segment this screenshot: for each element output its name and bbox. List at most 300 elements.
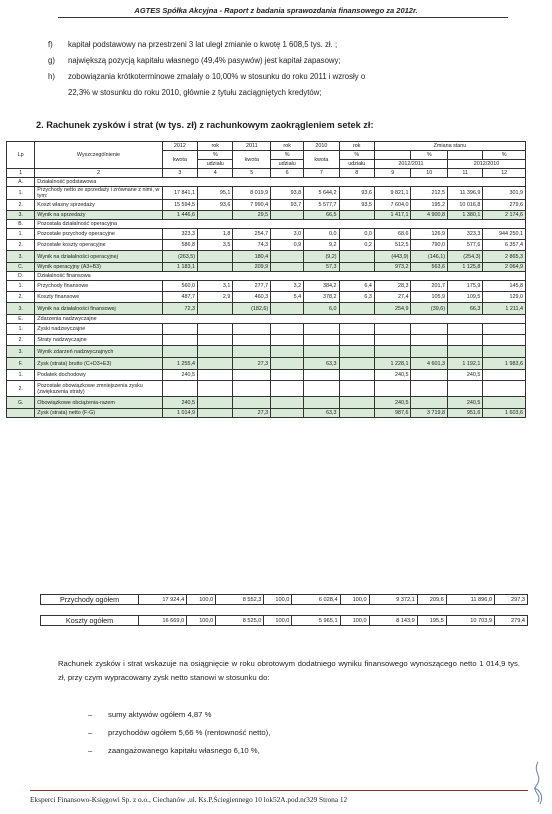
header-share: udziału (198, 160, 233, 169)
row-value: 209,9 (233, 263, 271, 272)
row-value: 1,8 (198, 229, 233, 240)
row-value (271, 303, 304, 315)
row-value (233, 381, 271, 397)
row-value (304, 397, 339, 409)
row-value: 15 594,5 (162, 200, 197, 211)
row-value: 212,5 (411, 187, 448, 200)
row-value (271, 324, 304, 335)
dash-text: przychodów ogółem 5,66 % (rentowność netto), (108, 728, 271, 737)
total-value: 100,0 (187, 595, 216, 605)
row-value (271, 335, 304, 346)
row-lp (7, 409, 35, 418)
table-row (7, 335, 526, 346)
row-value: 0,2 (339, 240, 374, 251)
dash-text: sumy aktywów ogółem 4,87 % (108, 710, 212, 719)
row-label: Przychody finansowe (35, 281, 162, 292)
row-value: 10 016,8 (448, 200, 483, 211)
row-value: 6,3 (339, 292, 374, 303)
row-value: 6 357,4 (483, 240, 526, 251)
row-value: 145,8 (483, 281, 526, 292)
section-label: Pozostała działalność operacyjna (35, 220, 526, 229)
row-value: 240,5 (448, 370, 483, 381)
row-value: 72,3 (162, 303, 197, 315)
row-value: 201,7 (411, 281, 448, 292)
column-number: 12 (483, 169, 526, 178)
row-value (162, 381, 197, 397)
row-value (374, 324, 411, 335)
row-value: 3,5 (198, 240, 233, 251)
dash-item (88, 728, 270, 737)
row-value: 1 192,1 (448, 358, 483, 370)
total-value: 17 924,4 (139, 595, 187, 605)
row-value: (39,6) (411, 303, 448, 315)
row-value: 254,9 (374, 303, 411, 315)
row-value (483, 346, 526, 358)
row-value: 6,0 (304, 303, 339, 315)
row-value: 5,4 (271, 292, 304, 303)
total-label: Koszty ogółem (41, 616, 139, 626)
row-value (304, 346, 339, 358)
total-value: 279,4 (495, 616, 528, 626)
header-pct: % (198, 151, 233, 160)
row-lp: 1. (7, 229, 35, 240)
row-value: (146,1) (411, 251, 448, 263)
column-number: 4 (198, 169, 233, 178)
row-value: 3,2 (271, 281, 304, 292)
row-value: 129,0 (483, 292, 526, 303)
row-value: 487,7 (162, 292, 197, 303)
row-value (162, 346, 197, 358)
row-value: 1 983,6 (483, 358, 526, 370)
row-value (339, 251, 374, 263)
row-lp: 2. (7, 200, 35, 211)
total-value: 100,0 (340, 616, 369, 626)
row-value: 95,1 (198, 187, 233, 200)
bullet-marker: h) (48, 72, 55, 81)
row-value (198, 370, 233, 381)
row-lp: 1. (7, 281, 35, 292)
row-value (233, 335, 271, 346)
row-value: 5 577,7 (304, 200, 339, 211)
section-row (7, 178, 526, 187)
row-label: Pozostałe koszty operacyjne (35, 240, 162, 251)
row-value: 175,9 (448, 281, 483, 292)
row-value (411, 397, 448, 409)
header-amount: kwota (304, 151, 339, 169)
row-lp: 3. (7, 303, 35, 315)
header-period-2012-2010: 2012/2010 (448, 160, 526, 169)
row-label: Obowiązkowe obciążenia-razem (35, 397, 162, 409)
row-lp: 2. (7, 292, 35, 303)
total-value: 100,0 (264, 616, 292, 626)
dash-item (88, 746, 260, 755)
row-label: Zysk (strata) brutto (C+D3+E3) (35, 358, 162, 370)
row-value: 2 865,3 (483, 251, 526, 263)
header-rule (58, 17, 508, 18)
row-value (271, 397, 304, 409)
row-label: Koszty finansowe (35, 292, 162, 303)
row-value (411, 381, 448, 397)
row-value (304, 335, 339, 346)
row-label: Zysk (strata) netto (F-G) (35, 409, 162, 418)
row-lp: 1. (7, 187, 35, 200)
total-value: 10 703,9 (446, 616, 494, 626)
row-value (339, 358, 374, 370)
table-row (7, 251, 526, 263)
row-value (198, 409, 233, 418)
table-row (7, 263, 526, 272)
row-value (339, 397, 374, 409)
header-year-2010: 2010 (304, 142, 339, 151)
row-value (339, 370, 374, 381)
row-value (271, 211, 304, 220)
row-lp: 2. (7, 240, 35, 251)
row-value (198, 381, 233, 397)
row-label: Zyski nadzwyczajne (35, 324, 162, 335)
row-value (483, 370, 526, 381)
row-value: 74,3 (233, 240, 271, 251)
row-value: 27,4 (374, 292, 411, 303)
row-value (271, 370, 304, 381)
row-value: 1 417,1 (374, 211, 411, 220)
section-label: Działalność finansowa (35, 272, 526, 281)
row-label: Wynik operacyjny (A3+B3) (35, 263, 162, 272)
row-value: 254,7 (233, 229, 271, 240)
table-row (7, 358, 526, 370)
header-blank (448, 151, 483, 160)
row-value (233, 370, 271, 381)
bullet-g (48, 56, 341, 66)
header-year-2012: 2012 (162, 142, 197, 151)
handwritten-signature (528, 758, 548, 808)
total-value: 100,0 (340, 595, 369, 605)
row-value: 1 211,4 (483, 303, 526, 315)
row-value: 1 228,1 (374, 358, 411, 370)
row-lp: 1. (7, 324, 35, 335)
header-pct: % (483, 151, 526, 160)
row-label: Koszt własny sprzedaży (35, 200, 162, 211)
total-value: 16 669,0 (139, 616, 187, 626)
dash-marker: – (88, 710, 93, 719)
row-value (198, 346, 233, 358)
table-row (7, 240, 526, 251)
column-number: 11 (448, 169, 483, 178)
dash-text: zaangażowanego kapitału własnego 6,10 %, (108, 746, 260, 755)
column-number: 7 (304, 169, 339, 178)
row-value (198, 211, 233, 220)
row-value: 560,0 (162, 281, 197, 292)
row-lp: A. (7, 178, 35, 187)
row-value: 180,4 (233, 251, 271, 263)
row-value: 2 064,9 (483, 263, 526, 272)
bullet-h (48, 72, 365, 82)
row-value (198, 251, 233, 263)
summary-paragraph: Rachunek zysków i strat wskazuje na osiągnięcie w roku obrotowym dodatniego wyniku finansowego wynoszącego netto 1 014,9 tys. zł, przy czym wypracowany zysk netto stanowi w stosunku do: (58, 659, 520, 682)
row-value: 28,3 (374, 281, 411, 292)
row-value (162, 335, 197, 346)
header-pct: % (271, 151, 304, 160)
row-value: 1 014,9 (162, 409, 197, 418)
table-row (7, 397, 526, 409)
row-value: 7 604,0 (374, 200, 411, 211)
row-value (271, 263, 304, 272)
total-value: 8 525,0 (216, 616, 264, 626)
row-value: 27,3 (233, 358, 271, 370)
column-number: 8 (339, 169, 374, 178)
row-value (339, 211, 374, 220)
total-costs-row (40, 615, 528, 626)
row-value: 57,3 (304, 263, 339, 272)
row-value: 987,6 (374, 409, 411, 418)
row-value (339, 303, 374, 315)
row-value: 512,5 (374, 240, 411, 251)
dash-marker: – (88, 728, 93, 737)
row-value (304, 324, 339, 335)
row-value: 27,3 (233, 409, 271, 418)
row-value: 93,7 (271, 200, 304, 211)
row-value (198, 324, 233, 335)
row-value: (182,6) (233, 303, 271, 315)
column-number: 9 (374, 169, 411, 178)
row-value: 2 174,6 (483, 211, 526, 220)
row-value (233, 397, 271, 409)
footer-rule (30, 790, 528, 791)
row-value (411, 370, 448, 381)
table-row (7, 370, 526, 381)
row-value: 240,5 (162, 397, 197, 409)
row-value: (263,5) (162, 251, 197, 263)
total-value: 5 965,1 (292, 616, 340, 626)
row-value: 66,3 (448, 303, 483, 315)
row-value: 586,8 (162, 240, 197, 251)
bullet-text: zobowiązania krótkoterminowe zmalały o 10,00% w stosunku do roku 2011 i wzrosły o (68, 72, 366, 81)
row-label: Wynik na działalności finansowej (35, 303, 162, 315)
row-value: 577,6 (448, 240, 483, 251)
total-value: 209,6 (417, 595, 446, 605)
row-value: 563,6 (411, 263, 448, 272)
row-value: 68,6 (374, 229, 411, 240)
total-value: 297,3 (495, 595, 528, 605)
total-value: 6 028,4 (292, 595, 340, 605)
row-value: 3,1 (198, 281, 233, 292)
row-value (448, 346, 483, 358)
bullet-text: kapitał podstawowy na przestrzeni 3 lat uległ zmianie o kwotę 1 608,5 tys. zł. ; (68, 40, 338, 49)
section-label: Działalność podstawowa (35, 178, 526, 187)
row-value: 7 990,4 (233, 200, 271, 211)
row-value: (254,3) (448, 251, 483, 263)
section-label: Zdarzenia nadzwyczajne (35, 315, 526, 324)
row-value: 240,5 (374, 370, 411, 381)
row-value: 9 821,1 (374, 187, 411, 200)
row-value (374, 335, 411, 346)
row-value: 109,5 (448, 292, 483, 303)
column-number: 10 (411, 169, 448, 178)
row-value: 323,3 (448, 229, 483, 240)
row-value: 790,0 (411, 240, 448, 251)
row-value (233, 324, 271, 335)
header-period-2012-2011: 2012/2011 (374, 160, 447, 169)
table-row (7, 303, 526, 315)
row-value: 3 719,8 (411, 409, 448, 418)
column-number: 5 (233, 169, 271, 178)
row-value: 29,5 (233, 211, 271, 220)
row-value: 240,5 (162, 370, 197, 381)
row-value (339, 335, 374, 346)
row-value: 460,3 (233, 292, 271, 303)
row-lp: 3. (7, 211, 35, 220)
bullet-f (48, 40, 337, 50)
row-value: 378,2 (304, 292, 339, 303)
header-rok: rok (198, 142, 233, 151)
row-value (304, 381, 339, 397)
header-pct: % (339, 151, 374, 160)
row-value (198, 303, 233, 315)
row-value (198, 335, 233, 346)
row-value: 4 900,8 (411, 211, 448, 220)
row-value: 126,9 (411, 229, 448, 240)
table-row (7, 281, 526, 292)
header-description: Wyszczególnienie (35, 142, 162, 169)
table-row (7, 346, 526, 358)
row-value: 5 644,2 (304, 187, 339, 200)
section-row (7, 220, 526, 229)
row-lp: C. (7, 263, 35, 272)
table-row (7, 381, 526, 397)
row-lp: 2. (7, 335, 35, 346)
row-value (304, 370, 339, 381)
row-value: 17 841,1 (162, 187, 197, 200)
row-value: 323,3 (162, 229, 197, 240)
row-value: 63,3 (304, 358, 339, 370)
row-lp: 3. (7, 346, 35, 358)
total-value: 100,0 (187, 616, 216, 626)
row-value (271, 409, 304, 418)
table-row (7, 324, 526, 335)
header-rok: rok (271, 142, 304, 151)
total-revenue-row (40, 594, 528, 605)
column-number: 2 (35, 169, 162, 178)
row-value (448, 335, 483, 346)
row-label: Pozostałe przychody operacyjne (35, 229, 162, 240)
row-value (339, 324, 374, 335)
column-number: 6 (271, 169, 304, 178)
row-value: (443,9) (374, 251, 411, 263)
row-value (271, 381, 304, 397)
bullet-marker: g) (48, 56, 55, 65)
row-value: 11 396,9 (448, 187, 483, 200)
header-share: udziału (339, 160, 374, 169)
row-value: 93,6 (198, 200, 233, 211)
row-lp: 1. (7, 370, 35, 381)
row-value: 8 019,9 (233, 187, 271, 200)
total-value: 100,0 (264, 595, 292, 605)
row-lp: B. (7, 220, 35, 229)
row-value: 93,5 (339, 200, 374, 211)
table-row (7, 211, 526, 220)
row-value (339, 263, 374, 272)
total-label: Przychody ogółem (41, 595, 139, 605)
row-value: 0,9 (271, 240, 304, 251)
row-value: 951,6 (448, 409, 483, 418)
row-lp: F. (7, 358, 35, 370)
row-value (198, 263, 233, 272)
row-value: 944 250,1 (483, 229, 526, 240)
row-value (374, 381, 411, 397)
row-value (483, 324, 526, 335)
total-value: 8 143,9 (369, 616, 417, 626)
row-value: 301,9 (483, 187, 526, 200)
row-value: 1 446,6 (162, 211, 197, 220)
row-value: 66,5 (304, 211, 339, 220)
row-lp: 3. (7, 251, 35, 263)
section-row (7, 272, 526, 281)
row-value: 240,5 (374, 397, 411, 409)
row-value: 93,6 (339, 187, 374, 200)
row-value: 3,0 (271, 229, 304, 240)
row-value (448, 381, 483, 397)
header-blank (374, 151, 411, 160)
row-label: Straty nadzwyczajne (35, 335, 162, 346)
row-value: 9,2 (304, 240, 339, 251)
row-value: 1 603,6 (483, 409, 526, 418)
row-value (374, 346, 411, 358)
row-value: 4 601,3 (411, 358, 448, 370)
total-value: 195,5 (417, 616, 446, 626)
row-value: 93,8 (271, 187, 304, 200)
row-value (483, 335, 526, 346)
row-label: Pozostałe obowiązkowe zmniejszenia zysku (zwiększenia straty) (35, 381, 162, 397)
row-value (411, 346, 448, 358)
row-value (339, 409, 374, 418)
header-change: Zmiana stanu (374, 142, 525, 151)
row-value (483, 397, 526, 409)
row-value: 384,2 (304, 281, 339, 292)
section-row (7, 315, 526, 324)
row-value (411, 335, 448, 346)
row-value (271, 251, 304, 263)
column-number: 3 (162, 169, 197, 178)
header-year-2011: 2011 (233, 142, 271, 151)
column-number: 1 (7, 169, 35, 178)
total-value: 11 896,0 (446, 595, 494, 605)
row-value: 279,6 (483, 200, 526, 211)
bullet-marker: f) (48, 40, 53, 49)
row-value: 195,2 (411, 200, 448, 211)
row-value (483, 381, 526, 397)
section-title: 2. Rachunek zysków i strat (w tys. zł) z rachunkowym zaokrągleniem setek zł: (36, 120, 374, 130)
table-row (7, 409, 526, 418)
total-value: 9 372,1 (369, 595, 417, 605)
table-row (7, 292, 526, 303)
row-value: 1 380,1 (448, 211, 483, 220)
header-pct: % (411, 151, 448, 160)
table-row (7, 200, 526, 211)
dash-marker: – (88, 746, 93, 755)
row-value: 240,5 (448, 397, 483, 409)
row-label: Wynik na działalności operacyjnej (35, 251, 162, 263)
row-value: (9,2) (304, 251, 339, 263)
bullet-text: największą pozycją kapitału własnego (49,4% pasywów) jest kapitał zapasowy; (68, 56, 341, 65)
row-label: Przychody netto ze sprzedaży i zrównane z nimi, w tym: (35, 187, 162, 200)
column-number-row (7, 169, 526, 178)
header-lp: Lp (7, 142, 35, 169)
header-amount: kwota (233, 151, 271, 169)
income-statement-table (6, 141, 526, 418)
row-value (162, 324, 197, 335)
row-value: 1 255,4 (162, 358, 197, 370)
header-rok: rok (339, 142, 374, 151)
row-value (198, 358, 233, 370)
